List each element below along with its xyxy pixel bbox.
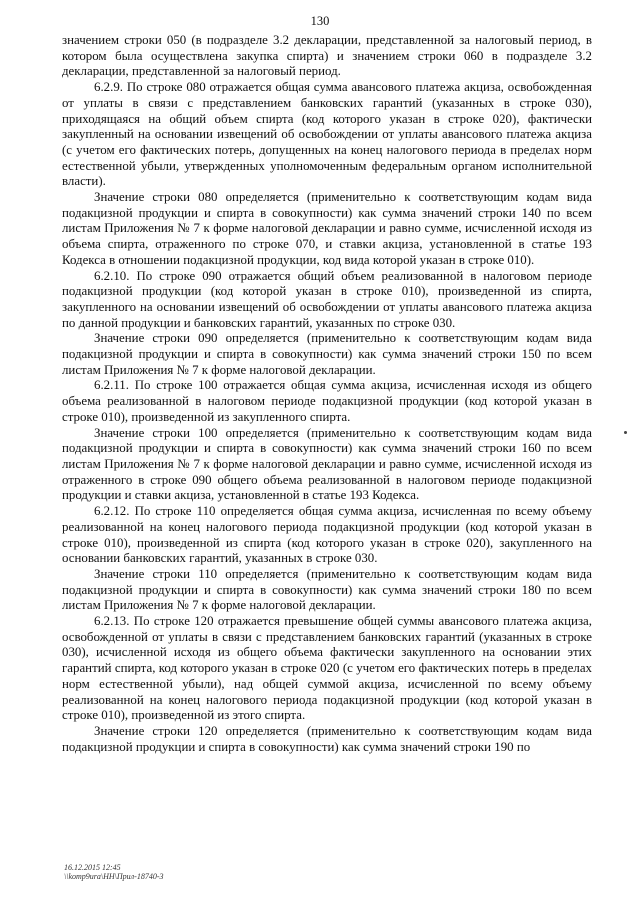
paragraph-6-2-13: 6.2.13. По строке 120 отражается превышение общей суммы авансового платежа акциза, освобожденной от уплаты в связи с представлением банковских гарантий (указанных в строке 030), исчисленной исходя из общего объема фактически закупленного на основании этих гарантий спирта, код которого указан в строке 020 (с учетом его фактических потерь в пределах норм естественной убыли), над общей суммой акциза, исчисленной по всему объему реализованной на конец налогового периода подакцизной продукции (код которой указан в строке 010), произведенной из этого спирта. xyxy=(62,614,592,723)
paragraph-6-2-11: 6.2.11. По строке 100 отражается общая сумма акциза, исчисленная исходя из общего объема реализованной в налоговом периоде подакцизной продукции (код которой указан в строке 010), произведенной из закупленного спирта. xyxy=(62,378,592,424)
paragraph-continuation: значением строки 050 (в подразделе 3.2 декларации, представленной за налоговый период, в котором была осуществлена закупка спирта) и значением строки 060 в подразделе 3.2 декларации, представленной за налоговый период. xyxy=(62,33,592,79)
scan-dot-mark xyxy=(624,431,627,434)
paragraph-line-100-value: Значение строки 100 определяется (применительно к соответствующим кодам вида подакцизной продукции и спирта в совокупности) как сумма значений строки 160 по всем листам Приложения № 7 к форме налоговой декларации и равно сумме, исчисленной исходя из отраженного в строке 090 общего объема реализованной в налоговом периоде подакцизной продукции и ставки акциза, установленной в статье 193 Кодекса. xyxy=(62,425,592,503)
page-number: 130 xyxy=(310,14,330,28)
footer-timestamp: 16.12.2015 12:45 xyxy=(64,863,121,872)
paragraph-6-2-9: 6.2.9. По строке 080 отражается общая сумма авансового платежа акциза, освобожденная от уплаты в связи с представлением банковских гарантий (указанных в строке 030), приходящаяся на общий объем спирта (код которого указан в строке 020), фактически закупленный на основании извещений об освобождении от уплаты авансового платежа акциза (с учетом его фактических потерь, допущенных на конец налогового периода в пределах норм естественной убыли, утвержденных уполномоченным федеральным органом исполнительной власти). xyxy=(62,80,592,189)
paragraph-line-080-value: Значение строки 080 определяется (применительно к соответствующим кодам вида подакцизной продукции и спирта в совокупности) как сумма значений строки 140 по всем листам Приложения № 7 к форме налоговой декларации и равно сумме, исчисленной исходя из объема спирта, отраженного по строке 070, и ставки акциза, установленной в статье 193 Кодекса в отношении подакцизной продукции, код вида которой указан в строке 010). xyxy=(62,190,592,267)
paragraph-line-090-value: Значение строки 090 определяется (применительно к соответствующим кодам вида подакцизной продукции и спирта в совокупности) как сумма значений строки 150 по всем листам Приложения № 7 к форме налоговой декларации. xyxy=(62,331,592,377)
paragraph-line-120-value: Значение строки 120 определяется (применительно к соответствующим кодам вида подакцизной продукции и спирта в совокупности) как сумма значений строки 190 по xyxy=(62,723,592,754)
paragraph-6-2-12: 6.2.12. По строке 110 определяется общая сумма акциза, исчисленная по всему объему реализованной на конец налогового периода подакцизной продукции (код которой указан в строке 010), произведенной из спирта (код которого указан в строке 020), закупленного на основании банковских гарантий, указанных в строке 030. xyxy=(62,504,592,566)
footer-file-path: \\komp9ura\НН\Прил-18740-3 xyxy=(64,872,164,881)
footer-stamp xyxy=(64,863,163,881)
document-body xyxy=(62,33,592,755)
paragraph-line-110-value: Значение строки 110 определяется (применительно к соответствующим кодам вида подакцизной продукции и спирта в совокупности) как сумма значений строки 180 по всем листам Приложения № 7 к форме налоговой декларации. xyxy=(62,566,592,613)
paragraph-6-2-10: 6.2.10. По строке 090 отражается общий объем реализованной в налоговом периоде подакцизной продукции (код которой указан в строке 010), произведенной из спирта, закупленного на основании извещений об освобождении от уплаты авансового платежа акциза по данной продукции и банковских гарантий, указанных по строке 030. xyxy=(62,268,592,330)
